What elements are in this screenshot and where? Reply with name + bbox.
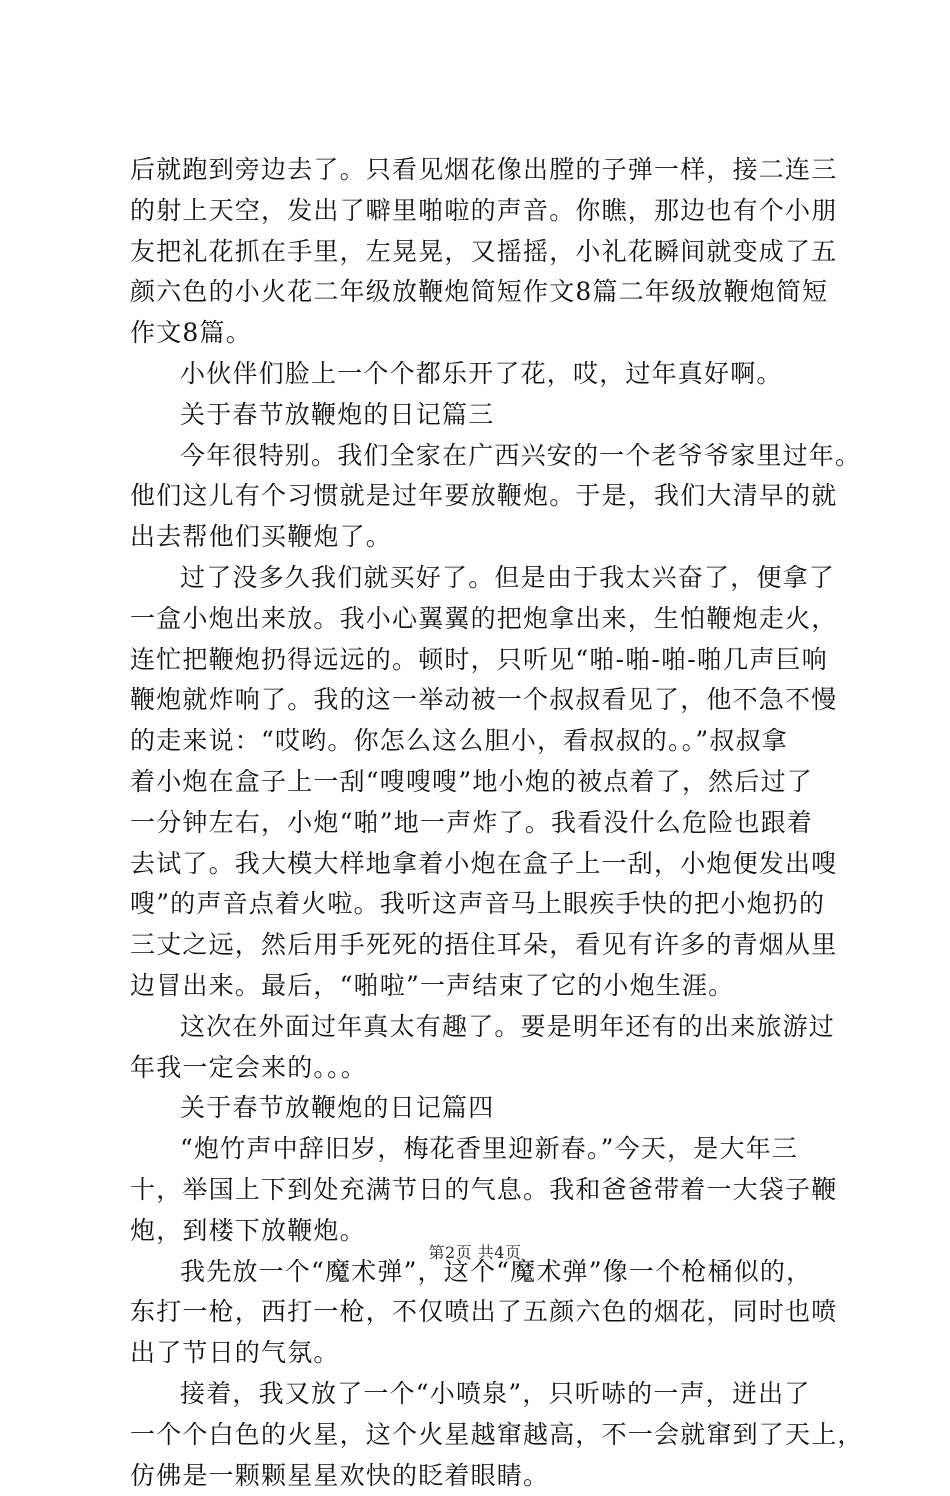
- text-line: 今年很特别。我们全家在广西兴安的一个老爷爷家里过年。: [130, 436, 840, 477]
- text-line: 这次在外面过年真太有趣了。要是明年还有的出来旅游过: [130, 1007, 840, 1048]
- text-line: 边冒出来。最后，“啪啦”一声结束了它的小炮生涯。: [130, 966, 840, 1007]
- text-line: 关于春节放鞭炮的日记篇三: [130, 395, 840, 436]
- text-line: 接着，我又放了一个“小喷泉”，只听哧的一声，迸出了: [130, 1374, 840, 1415]
- text-line: 我先放一个“魔术弹”，这个“魔术弹”像一个枪桶似的，: [130, 1252, 840, 1293]
- text-line: 友把礼花抓在手里，左晃晃，又摇摇，小礼花瞬间就变成了五: [130, 232, 840, 273]
- text-line: 东打一枪，西打一枪，不仅喷出了五颜六色的烟花，同时也喷: [130, 1292, 840, 1333]
- text-line: 年我一定会来的。。。: [130, 1048, 840, 1089]
- text-line: 连忙把鞭炮扔得远远的。顿时，只听见“啪-啪-啪-啪几声巨响: [130, 640, 840, 681]
- text-line: 作文8篇。: [130, 313, 840, 354]
- text-line: “炮竹声中辞旧岁，梅花香里迎新春。”今天，是大年三: [130, 1129, 840, 1170]
- text-line: 出了节日的气氛。: [130, 1333, 840, 1374]
- text-line: 小伙伴们脸上一个个都乐开了花，哎，过年真好啊。: [130, 354, 840, 395]
- text-line: 着小炮在盒子上一刮“嗖嗖嗖”地小炮的被点着了，然后过了: [130, 762, 840, 803]
- page-footer: 第2页 共4页: [0, 1240, 950, 1263]
- text-line: 三丈之远，然后用手死死的捂住耳朵，看见有许多的青烟从里: [130, 925, 840, 966]
- text-line: 过了没多久我们就买好了。但是由于我太兴奋了，便拿了: [130, 558, 840, 599]
- text-line: 炮，到楼下放鞭炮。: [130, 1211, 840, 1252]
- text-line: 关于春节放鞭炮的日记篇四: [130, 1088, 840, 1129]
- text-line: 颜六色的小火花二年级放鞭炮简短作文8篇二年级放鞭炮简短: [130, 272, 840, 313]
- text-line: 鞭炮就炸响了。我的这一举动被一个叔叔看见了，他不急不慢: [130, 680, 840, 721]
- text-line: 嗖”的声音点着火啦。我听这声音马上眼疾手快的把小炮扔的: [130, 884, 840, 925]
- text-line: 十，举国上下到处充满节日的气息。我和爸爸带着一大袋子鞭: [130, 1170, 840, 1211]
- text-line: 的射上天空，发出了噼里啪啦的声音。你瞧，那边也有个小朋: [130, 191, 840, 232]
- text-line: 仿佛是一颗颗星星欢快的眨着眼睛。: [130, 1456, 840, 1496]
- text-line: 一分钟左右，小炮“啪”地一声炸了。我看没什么危险也跟着: [130, 803, 840, 844]
- text-line: 一个个白色的火星，这个火星越窜越高，不一会就窜到了天上，: [130, 1415, 840, 1456]
- text-line: 一盒小炮出来放。我小心翼翼的把炮拿出来，生怕鞭炮走火，: [130, 599, 840, 640]
- text-line: 后就跑到旁边去了。只看见烟花像出膛的子弹一样，接二连三: [130, 150, 840, 191]
- text-line: 他们这儿有个习惯就是过年要放鞭炮。于是，我们大清早的就: [130, 476, 840, 517]
- text-line: 的走来说：“哎哟。你怎么这么胆小，看叔叔的。。”叔叔拿: [130, 721, 840, 762]
- document-body: [130, 150, 840, 1496]
- text-line: 出去帮他们买鞭炮了。: [130, 517, 840, 558]
- text-line: 去试了。我大模大样地拿着小炮在盒子上一刮，小炮便发出嗖: [130, 844, 840, 885]
